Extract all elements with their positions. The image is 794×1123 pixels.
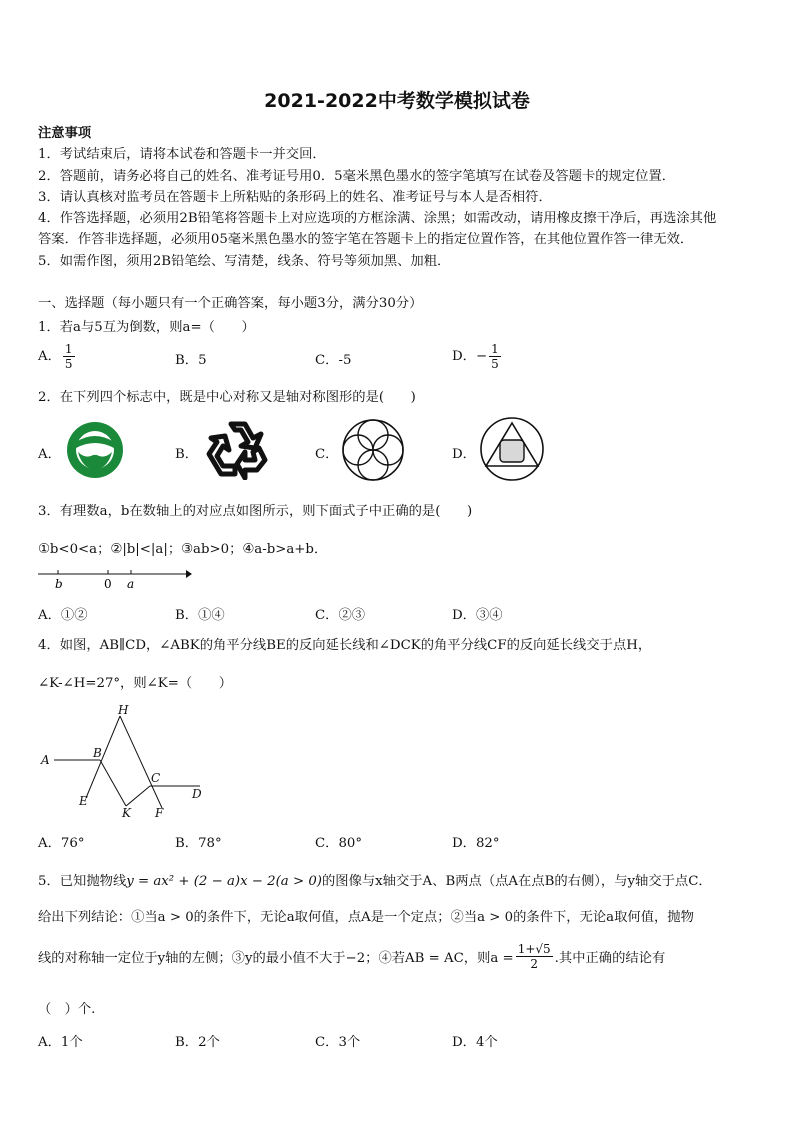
denominator: 2 [530,957,538,971]
q5-option-b[interactable]: B．2个 [175,1035,220,1050]
q5-text: 5．已知抛物线 [38,874,127,889]
question-5-line2: 给出下列结论：①当a > 0的条件下，无论a取何值，点A是一个定点；②当a > 0的条件下，无论a取何值，抛物 [38,910,694,925]
q4-option-a[interactable]: A．76° [38,836,85,851]
fraction [63,342,75,371]
numerator: 1 [64,342,73,356]
notice-line: 5．如需作图，须用2B铅笔绘、写清楚，线条、符号等须加黑、加粗． [38,254,451,269]
q3-option-b[interactable]: B．①④ [175,608,225,623]
question-1-stem: 1．若a与5互为倒数，则a=（ ） [38,320,255,335]
green-food-logo-icon [64,420,126,480]
q5-text: .其中正确的结论有 [554,951,666,966]
axis-label-a: a [127,577,135,591]
option-label: D． [452,349,476,364]
q4-option-b[interactable]: B．78° [175,836,222,851]
minus-sign: − [475,349,488,364]
notice-line: 4．作答选择题，必须用2B铅笔将答题卡上对应选项的方框涂满、涂黑；如需改动，请用橡皮擦干净后，再选涂其他 [38,211,717,226]
point-label-h: H [118,703,129,717]
fraction [516,942,553,971]
notice-line: 答案．作答非选择题，必须用05毫米黑色墨水的签字笔在答题卡上的指定位置作答，在其他位置作答一律无效． [38,232,694,247]
q1-option-b[interactable]: B．5 [175,353,207,368]
point-label-b: B [93,746,102,760]
question-5-line1 [38,870,712,889]
q1-option-d[interactable] [452,342,501,371]
notice-line: 2．答题前，请务必将自己的姓名、准考证号用0．5毫米黑色墨水的签字笔填写在试卷及答题卡的规定位置． [38,169,676,184]
point-label-f: F [155,806,164,820]
numerator: 1+√5 [517,942,551,956]
q2-option-d[interactable]: D． [452,447,476,462]
q3-option-d[interactable]: D．③④ [452,608,503,623]
number-line-figure [36,566,192,592]
question-4-stem-line1: 4．如图，AB∥CD，∠ABK的角平分线BE的反向延长线和∠DCK的角平分线CF的反向延长线交于点H， [38,638,652,653]
four-petal-circle-icon [340,418,406,482]
question-4-stem-line2: ∠K-∠H=27°，则∠K=（ ） [38,676,233,691]
q2-option-a[interactable]: A． [38,447,61,462]
q2-option-c[interactable]: C． [315,447,339,462]
point-label-k: K [122,806,131,820]
page-title: 2021-2022中考数学模拟试卷 [264,90,530,112]
point-label-d: D [192,787,202,801]
q3-option-a[interactable]: A．①② [38,608,88,623]
q5-option-d[interactable]: D．4个 [452,1035,498,1050]
point-label-c: C [151,771,161,785]
parabola-equation: y = ax² + (2 − a)x − 2(a > 0) [126,874,322,889]
axis-label-zero: 0 [104,577,112,591]
geometry-figure [38,702,218,822]
denominator: 5 [64,357,73,371]
section-heading: 一、选择题（每小题只有一个正确答案，每小题3分，满分30分） [38,296,423,311]
question-5-line3 [38,942,665,971]
question-5-line4: （ ）个. [38,1002,96,1017]
fraction [489,342,501,371]
q3-option-c[interactable]: C．②③ [315,608,366,623]
q5-option-a[interactable]: A．1个 [38,1035,83,1050]
recycle-icon [205,418,271,480]
triangle-square-circle-icon [478,416,546,482]
question-2-stem: 2．在下列四个标志中，既是中心对称又是轴对称图形的是( ) [38,390,416,405]
q5-text: 的图像与x轴交于A、B两点（点A在点B的右侧），与y轴交于点C． [321,874,712,889]
q5-text: 线的对称轴一定位于y轴的左侧；③y的最小值不大于−2；④若AB = AC，则a = [38,951,514,966]
q5-option-c[interactable]: C．3个 [315,1035,361,1050]
numerator: 1 [491,342,499,356]
q4-option-d[interactable]: D．82° [452,836,500,851]
q1-option-c[interactable]: C．-5 [315,353,352,368]
point-label-a: A [41,753,50,767]
axis-label-b: b [55,577,63,591]
q2-option-b[interactable]: B． [175,447,199,462]
denominator: 5 [491,357,499,371]
notice-heading: 注意事项 [38,126,92,141]
q4-option-c[interactable]: C．80° [315,836,363,851]
point-label-e: E [79,794,88,808]
option-label: A． [38,349,61,364]
question-3-statements: ①b<0<a；②|b|<|a|；③ab>0；④a-b>a+b． [38,542,328,557]
question-3-stem: 3．有理数a，b在数轴上的对应点如图所示，则下面式子中正确的是( ) [38,504,473,519]
notice-line: 1．考试结束后，请将本试卷和答题卡一并交回． [38,147,326,162]
q1-option-a[interactable] [38,342,75,371]
notice-line: 3．请认真核对监考员在答题卡上所粘贴的条形码上的姓名、准考证号与本人是否相符． [38,190,552,205]
